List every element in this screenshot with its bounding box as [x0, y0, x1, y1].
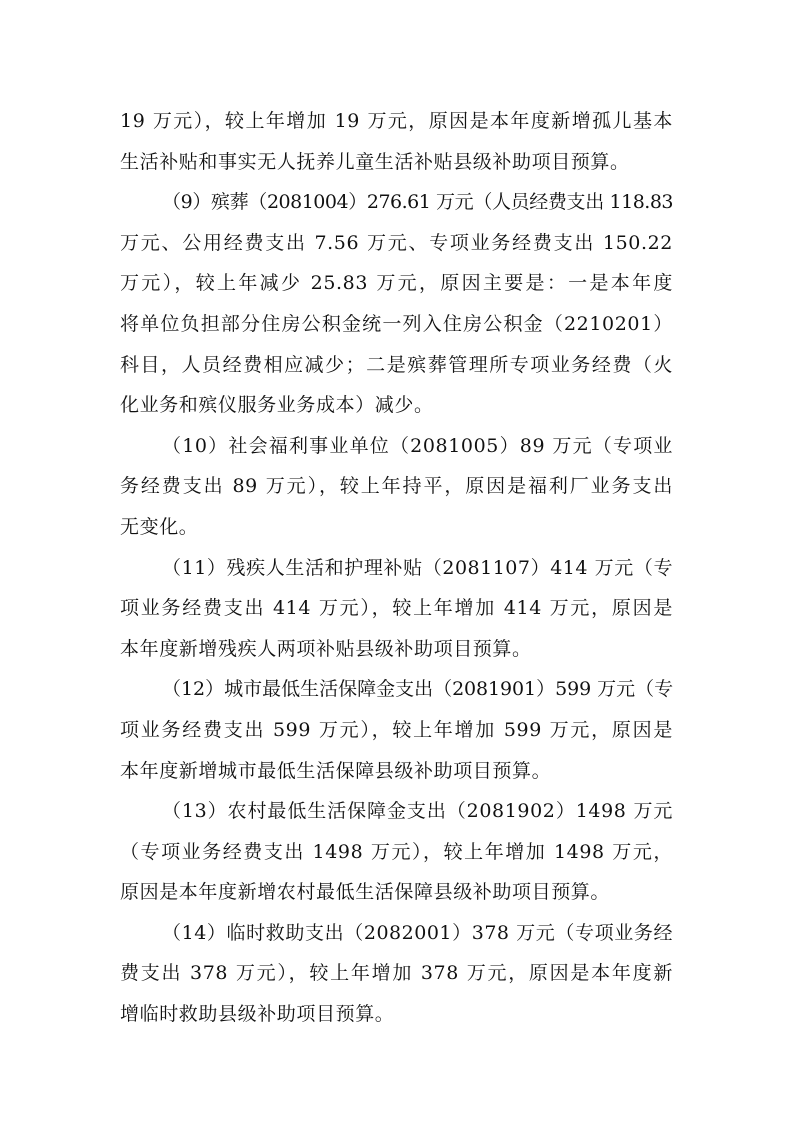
text-line: 将单位负担部分住房公积金统一列入住房公积金（2210201）	[120, 312, 673, 335]
text-line: 19 万元），较上年增加 19 万元，原因是本年度新增孤儿基本	[120, 110, 673, 132]
paragraph-start-line: （14）临时救助支出（2082001）378 万元（专项业务经	[162, 921, 673, 944]
text-line: 科目，人员经费相应减少；二是殡葬管理所专项业务经费（火	[120, 353, 673, 376]
text-line: 本年度新增城市最低生活保障县级补助项目预算。	[120, 759, 552, 782]
text-line: 无变化。	[120, 515, 199, 538]
document-body	[120, 101, 673, 1035]
text-line: 费支出 378 万元），较上年增加 378 万元，原因是本年度新	[120, 962, 673, 985]
paragraph-start-line: （10）社会福利事业单位（2081005）89 万元（专项业	[162, 434, 673, 457]
paragraph-start-line: （12）城市最低生活保障金支出（2081901）599 万元（专	[162, 678, 673, 701]
text-line: 万元、公用经费支出 7.56 万元、专项业务经费支出 150.22	[120, 231, 673, 254]
paragraph-start-line: （13）农村最低生活保障金支出（2081902）1498 万元	[162, 800, 673, 823]
text-line: 项业务经费支出 414 万元），较上年增加 414 万元，原因是	[120, 597, 673, 620]
text-line: 增临时救助县级补助项目预算。	[120, 1003, 395, 1026]
text-line: 万元），较上年减少 25.83 万元，原因主要是：一是本年度	[120, 272, 673, 295]
text-line: 务经费支出 89 万元），较上年持平，原因是福利厂业务支出	[120, 475, 673, 498]
text-line: 原因是本年度新增农村最低生活保障县级补助项目预算。	[120, 881, 611, 904]
text-line: 项业务经费支出 599 万元），较上年增加 599 万元，原因是	[120, 718, 673, 741]
paragraph-start-line: （9）殡葬（2081004）276.61 万元（人员经费支出 118.83	[162, 191, 673, 214]
paragraph-start-line: （11）残疾人生活和护理补贴（2081107）414 万元（专	[162, 556, 673, 579]
text-line: 生活补贴和事实无人抚养儿童生活补贴县级补助项目预算。	[120, 150, 630, 173]
text-line: （专项业务经费支出 1498 万元），较上年增加 1498 万元，	[120, 840, 673, 863]
text-line: 化业务和殡仪服务业务成本）减少。	[120, 394, 434, 417]
text-line: 本年度新增残疾人两项补贴县级补助项目预算。	[120, 637, 532, 660]
